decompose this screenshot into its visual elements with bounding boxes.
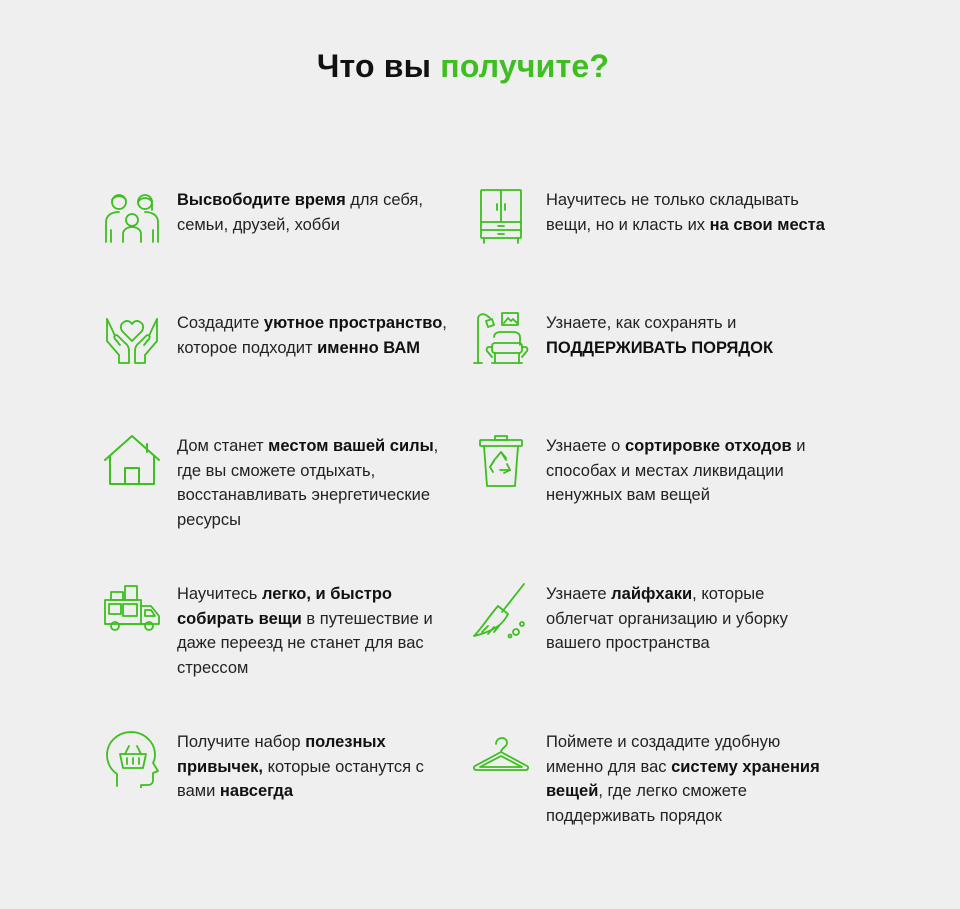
head-basket-icon	[103, 730, 161, 788]
benefit-text-bold: систему хранения вещей	[546, 757, 820, 800]
benefit-text-bold: навсегда	[219, 782, 294, 800]
benefit-text-bold: сортировке отходов	[624, 437, 792, 455]
benefit-text-normal: , которые облегчат организацию и уборку вашего пространства	[546, 585, 788, 652]
benefit-text	[546, 188, 836, 237]
heart-hands-icon	[103, 311, 161, 369]
benefit-text-normal: Дом станет	[177, 437, 269, 455]
wardrobe-icon	[472, 188, 530, 246]
benefit-text-bold: уютное пространство	[263, 314, 443, 332]
benefit-text-normal: для себя, семьи, друзей, хобби	[177, 191, 423, 234]
benefit-text-bold: лайфхаки	[611, 585, 693, 603]
moving-truck-icon	[103, 582, 161, 640]
benefit-text-normal: Создадите	[177, 314, 264, 332]
house-icon	[103, 434, 161, 492]
title-part-main: Что вы	[316, 48, 441, 84]
benefit-text-normal: , где легко сможете поддерживать порядок	[546, 782, 747, 825]
benefit-text	[546, 730, 836, 828]
benefit-text	[177, 730, 457, 804]
benefit-text-normal: Получите набор	[177, 733, 306, 751]
benefit-text-normal: которые останутся с вами	[177, 757, 424, 800]
benefit-text-bold: полезных привычек,	[177, 733, 386, 776]
benefit-text-bold: Высвободите время	[177, 191, 346, 209]
hanger-icon	[472, 730, 530, 788]
recycle-bin-icon	[472, 434, 530, 492]
title-part-accent: получите?	[440, 48, 610, 84]
benefit-text-normal: Узнаете	[546, 585, 612, 603]
benefit-text-normal: , где вы сможете отдыхать, восстанавливать энергетические ресурсы	[177, 437, 439, 529]
benefit-text-bold: легко, и быстро собирать вещи	[177, 585, 392, 628]
benefit-text-normal: Поймете и создадите удобную именно для вас	[546, 733, 781, 776]
benefit-text	[177, 311, 457, 360]
benefit-text-normal: Научитесь не только складывать вещи, но и класть их	[546, 191, 799, 234]
benefit-text-bold: именно ВАМ	[317, 338, 421, 357]
benefit-text-normal: , которое подходит	[177, 314, 447, 357]
benefit-text	[546, 434, 836, 508]
benefit-text	[546, 311, 836, 360]
benefit-text-bold: на свои места	[709, 215, 825, 234]
benefit-text	[177, 188, 457, 237]
armchair-lamp-icon	[472, 311, 530, 369]
benefit-text-normal: Узнаете, как сохранять и	[546, 314, 737, 332]
benefit-text-normal: Узнаете о	[546, 437, 625, 455]
benefit-text	[177, 434, 457, 532]
benefit-text	[546, 582, 836, 656]
benefit-text-normal: в путешествие и даже переезд не станет для вас стрессом	[177, 609, 433, 677]
broom-icon	[472, 582, 530, 640]
benefit-text-normal: Научитесь	[177, 585, 262, 603]
benefit-text-bold: местом вашей силы	[268, 437, 434, 455]
family-icon	[103, 188, 161, 246]
benefit-text-bold: ПОДДЕРЖИВАТЬ ПОРЯДОК	[546, 338, 774, 357]
page-title	[0, 48, 926, 85]
benefit-text-normal: и способах и местах ликвидации ненужных вам вещей	[546, 437, 806, 504]
benefit-text	[177, 582, 457, 680]
